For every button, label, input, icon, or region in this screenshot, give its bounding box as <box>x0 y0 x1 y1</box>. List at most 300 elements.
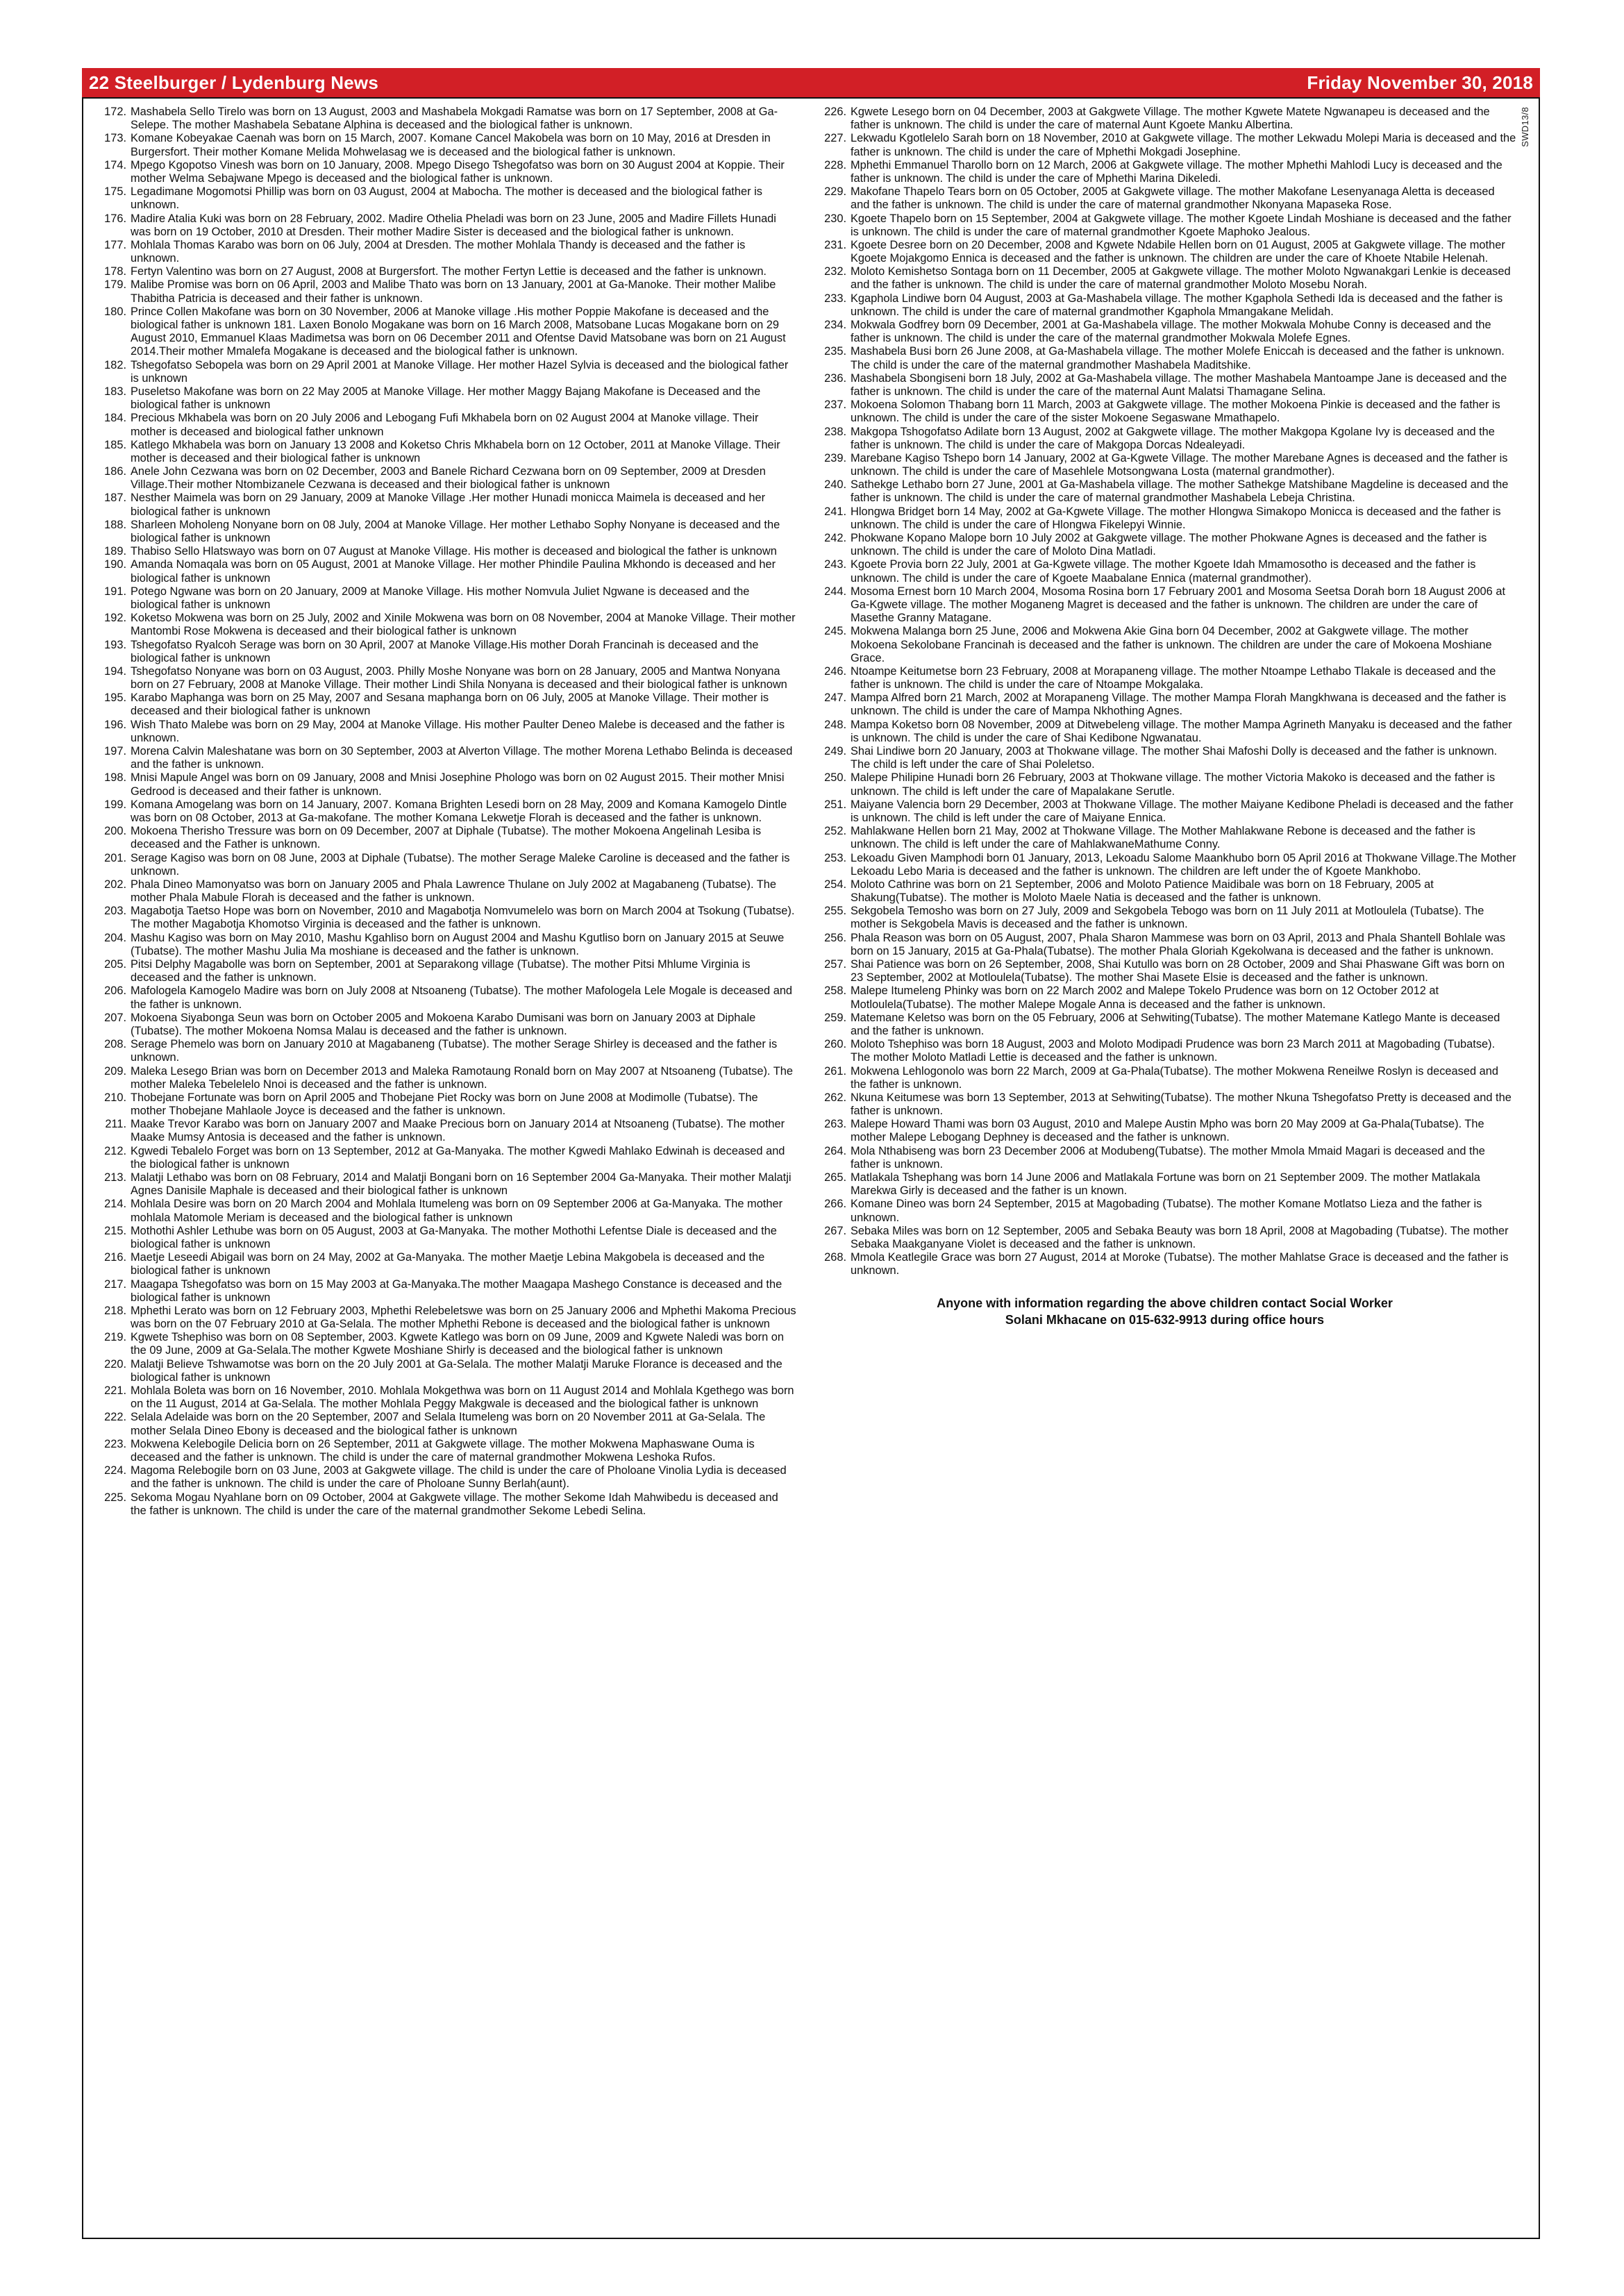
notice-entry <box>93 1065 796 1091</box>
entry-number: 250. <box>824 771 846 785</box>
entry-number: 204. <box>104 931 126 944</box>
entry-number: 172. <box>104 106 126 118</box>
entry-text: Malepe Itumeleng Phinky was born on 22 March 2002 and Malepe Tokelo Prudence was born on 12 October 2012 at Motloulela(Tubatse). The mother Malepe Mogale Anna is deceased and the father is unknown. <box>851 984 1439 1011</box>
contact-note-line-1: Anyone with information regarding the above children contact Social Worker <box>937 1296 1393 1310</box>
entry-text: Karabo Maphanga was born on 25 May, 2007 and Sesana maphanga born on 06 July, 2005 at Manoke Village. Their mother is deceased and their biological father is unknown <box>131 692 769 718</box>
right-column <box>813 106 1516 2230</box>
notice-entry <box>93 132 796 158</box>
entry-number: 211. <box>105 1118 126 1131</box>
notice-entry <box>813 185 1516 212</box>
entry-text: Kgwete Lesego born on 04 December, 2003 at Gakgwete Village. The mother Kgwete Matete Ngwanapeu is deceased and the father is unknown. The child is under the care of maternal Aunt Kgoete Manku Albertina. <box>851 106 1490 132</box>
notice-entry <box>813 771 1516 798</box>
entry-number: 217. <box>104 1277 126 1291</box>
entry-number: 182. <box>104 358 126 371</box>
entry-number: 240. <box>824 478 846 492</box>
entry-text: Anele John Cezwana was born on 02 December, 2003 and Banele Richard Cezwana born on 09 September, 2009 at Dresden Village.Their mother Ntombizanele Cezwana is deceased and their biological father is unknown <box>131 465 766 492</box>
entry-text: Phala Reason was born on 05 August, 2007, Phala Sharon Mammese was born on 03 April, 2013 and Phala Shantell Bohlale was born on 15 January, 2015 at Ga-Phala(Tubatse). The mother Phala Gloriah Kgekolwana is deceased and the father is unknown. <box>851 931 1506 957</box>
notice-entry <box>93 439 796 465</box>
entry-number: 242. <box>824 532 846 544</box>
entry-text: Precious Mkhabela was born on 20 July 2006 and Lebogang Fufi Mkhabela born on 02 August 2004 at Manoke village. Their mother is deceased and biological father unknown <box>131 412 759 438</box>
notice-entry <box>93 905 796 931</box>
entry-text: Mashabela Sello Tirelo was born on 13 August, 2003 and Mashabela Mokgadi Ramatse was born on 17 September, 2008 at Ga-Selepe. The mother Mashabela Sebatane Alphina is deceased and the biological father is unknown. <box>131 106 778 132</box>
entry-text: Mosoma Ernest born 10 March 2004, Mosoma Rosina born 17 February 2001 and Mosoma Seetsa Dorah born 18 August 2006 at Ga-Kgwete village. The mother Moganeng Magret is deceased and the father is unknown. The children are under the care of Masethe Granny Matagane. <box>851 585 1506 625</box>
entry-text: Mpego Kgopotso Vinesh was born on 10 January, 2008. Mpego Disego Tshegofatso was born on 30 August 2004 at Koppie. Their mother Welma Sebajwane Mpego is deceased and the biological father is unknown. <box>131 158 785 185</box>
notice-entry <box>93 519 796 545</box>
entry-number: 245. <box>824 625 846 638</box>
notice-entry <box>813 532 1516 558</box>
entry-number: 224. <box>104 1464 126 1477</box>
entry-text: Koketso Mokwena was born on 25 July, 2002 and Xinile Mokwena was born on 08 November, 2004 at Manoke Village. Their mother Mantombi Rose Mokwena is deceased and their biological father is unknown <box>131 612 796 638</box>
entry-text: Mashu Kagiso was born on May 2010, Mashu Kgahliso born on August 2004 and Mashu Kgutliso born on January 2015 at Seuwe (Tubatse). The mother Mashu Julia Ma moshiane is deceased and the father is unknown. <box>131 931 785 957</box>
entry-number: 261. <box>824 1064 846 1078</box>
entry-number: 212. <box>104 1144 126 1157</box>
entry-number: 199. <box>104 798 126 811</box>
entry-number: 195. <box>104 692 126 705</box>
entry-text: Maake Trevor Karabo was born on January 2007 and Maake Precious born on January 2014 at Ntsoaneng (Tubatse). The mother Maake Mumsy Antosia is deceased and the father is unknown. <box>131 1118 785 1144</box>
entry-number: 206. <box>104 984 126 998</box>
entry-number: 223. <box>104 1437 126 1450</box>
entry-text: Mokoena Siyabonga Seun was born on October 2005 and Mokoena Karabo Dumisani was born on January 2003 at Diphale (Tubatse). The mother Mokoena Nomsa Malau is deceased and the father is unknown. <box>131 1011 756 1037</box>
entry-number: 257. <box>824 958 846 971</box>
notice-entry <box>813 798 1516 825</box>
entry-text: Mashabela Sbongiseni born 18 July, 2002 at Ga-Mashabela village. The mother Mashabela Mantoampe Jane is deceased and the father is unknown. The child is under the care of the maternal Aunt Malatsi Thamagane Selina. <box>851 371 1507 398</box>
notice-entry <box>93 1225 796 1251</box>
notice-entry <box>93 585 796 612</box>
entry-number: 198. <box>104 771 126 785</box>
notice-entry <box>93 958 796 984</box>
entry-number: 192. <box>104 612 126 625</box>
entry-text: Thabiso Sello Hlatswayo was born on 07 August at Manoke Village. His mother is deceased and biological the father is unknown <box>131 545 777 558</box>
notice-entry <box>813 1198 1516 1224</box>
entry-number: 203. <box>104 905 126 918</box>
entry-number: 258. <box>824 984 846 998</box>
notice-entry <box>93 1145 796 1171</box>
page-number-title: 22 Steelburger / Lydenburg News <box>89 72 379 93</box>
entry-number: 246. <box>824 664 846 678</box>
entry-text: Sathekge Lethabo born 27 June, 2001 at Ga-Mashabela village. The mother Sathekge Matshibane Magdeline is deceased and the father is unknown. The child is under the care of maternal grandmother Mashabela Lebeja Christina. <box>851 478 1509 505</box>
entry-number: 191. <box>104 585 126 598</box>
entry-text: Prince Collen Makofane was born on 30 November, 2006 at Manoke village .His mother Poppie Makofane is deceased and the biological father is unknown 181. Laxen Bonolo Mogakane was born on 16 March 2008, Matsobane Lucas Mogakane born on 29 August 2010, Emmanuel Klaas Madimetsa was born on 06 December 2011 and Ofentse David Matsobane was born on 21 August 2014.Their mother Mmalefa Mogakane is deceased and the biological father is unknown. <box>131 305 786 358</box>
entry-number: 184. <box>104 412 126 425</box>
entry-text: Makgopa Tshogofatso Adilate born 13 August, 2002 at Gakgwete village. The mother Makgopa Kgolane Ivy is deceased and the father is unknown. The child is under the care of Makgopa Dorcas Ndealeyadi. <box>851 425 1495 451</box>
entry-text: Shai Patience was born on 26 September, 2008, Shai Kutullo was born on 28 October, 2009 and Shai Phaswane Gift was born on 23 September, 2002 at Motloulela(Tubatse). The mother Shai Masete Elsie is deceased and the father is unknown. <box>851 958 1505 984</box>
notice-entry <box>93 212 796 239</box>
entry-number: 193. <box>104 638 126 651</box>
notice-entry <box>813 372 1516 399</box>
entry-text: Selala Adelaide was born on the 20 September, 2007 and Selala Itumeleng was born on 20 November 2011 at Ga-Selala. The mother Selala Dineo Ebony is deceased and the biological father is unknown <box>131 1411 766 1437</box>
notice-entry <box>93 545 796 558</box>
notice-entry <box>813 745 1516 771</box>
entry-text: Mohlala Thomas Karabo was born on 06 July, 2004 at Dresden. The mother Mohlala Thandy is deceased and the father is unknown. <box>131 238 746 265</box>
notice-entry <box>813 958 1516 984</box>
notice-entry <box>93 1278 796 1305</box>
entry-text: Puseletso Makofane was born on 22 May 2005 at Manoke Village. Her mother Maggy Bajang Makofane is Deceased and the biological father is unknown <box>131 385 761 412</box>
entry-number: 202. <box>104 878 126 891</box>
notice-entry <box>93 878 796 905</box>
entry-number: 251. <box>824 798 846 811</box>
notice-entry <box>813 1225 1516 1251</box>
notice-entry <box>813 1171 1516 1198</box>
entry-text: Mokwena Kelebogile Delicia born on 26 September, 2011 at Gakgwete village. The mother Mokwena Maphaswane Ouma is deceased and the father is unknown. The child is under the care of maternal grandmother Mokwena Leshoka Rufos. <box>131 1437 755 1464</box>
notice-entry <box>93 1358 796 1384</box>
entry-number: 175. <box>104 185 126 199</box>
notice-entry <box>813 478 1516 505</box>
left-column <box>93 106 796 2230</box>
notice-entry <box>813 1038 1516 1064</box>
entry-text: Amanda Nomaqala was born on 05 August, 2001 at Manoke Village. Her mother Phindile Paulina Mkhondo is deceased and her biological father is unknown <box>131 558 776 585</box>
notice-entry <box>93 825 796 851</box>
entry-number: 201. <box>104 851 126 864</box>
right-column-entries <box>813 106 1516 1278</box>
entry-number: 244. <box>824 585 846 598</box>
entry-number: 178. <box>104 265 126 278</box>
notice-entry <box>813 625 1516 665</box>
entry-number: 189. <box>104 545 126 558</box>
entry-text: Malepe Howard Thami was born 03 August, 2010 and Malepe Austin Mpho was born 20 May 2009 at Ga-Phala(Tubatse). The mother Malepe Lebogang Dephney is deceased and the father is unknown. <box>851 1118 1484 1144</box>
entry-text: Maleka Lesego Brian was born on December 2013 and Maleka Ramotaung Ronald born on May 2007 at Ntsoaneng (Tubatse). The mother Maleka Tebelelelo Nnoi is deceased and the father is unknown. <box>131 1064 793 1091</box>
entry-number: 218. <box>104 1304 126 1317</box>
entry-text: Lekwadu Kgotlelelo Sarah born on 18 November, 2010 at Gakgwete village. The mother Lekwadu Molepi Maria is deceased and the father is unknown. The child is under the care of Mphethi Mokgadi Josephine. <box>851 132 1516 158</box>
entry-text: Serage Kagiso was born on 08 June, 2003 at Diphale (Tubatse). The mother Serage Maleke Caroline is deceased and the father is unknown. <box>131 851 790 878</box>
notice-entry <box>813 292 1516 319</box>
entry-text: Komane Dineo was born 24 September, 2015 at Magobading (Tubatse). The mother Komane Motlatso Lieza and the father is unknown. <box>851 1198 1482 1224</box>
entry-number: 179. <box>104 278 126 292</box>
entry-text: Matlakala Tshephang was born 14 June 2006 and Matlakala Fortune was born on 21 September 2009. The mother Matlakala Marekwa Girly is deceased and the father is un known. <box>851 1171 1480 1198</box>
notice-entry <box>93 1038 796 1064</box>
notice-entry <box>93 1198 796 1224</box>
notice-entry <box>93 1118 796 1144</box>
entry-text: Magoma Relebogile born on 03 June, 2003 at Gakgwete village. The child is under the care of Pholoane Vinolia Lydia is deceased and the father is unknown. The child is under the care of Pholoane Sunny Berlah(aunt). <box>131 1464 787 1491</box>
entry-text: Mampa Koketso born 08 November, 2009 at Ditwebeleng village. The mother Mampa Agrineth Manyaku is deceased and the father is unknown. The child is under the care of Shai Kedibone Ngwanatau. <box>851 718 1512 744</box>
notice-entry <box>93 185 796 212</box>
entry-number: 235. <box>824 345 846 358</box>
entry-text: Kgoete Provia born 22 July, 2001 at Ga-Kgwete village. The mother Kgoete Idah Mmamosotho is deceased and the father is unknown. The child is under the care of Kgoete Maabalane Ennica (maternal grandmother). <box>851 558 1476 585</box>
entry-text: Mashabela Busi born 26 June 2008, at Ga-Mashabela village. The mother Molefe Eniccah is deceased and the father is unknown. The child is under the care of the maternal grandmother Mashabela Maditshike. <box>851 345 1505 371</box>
entry-text: Kgaphola Lindiwe born 04 August, 2003 at Ga-Mashabela village. The mother Kgaphola Sethedi Ida is deceased and the father is unknown. The child is under the care of maternal grandmother Kgaphola Mmangakane Melidah. <box>851 292 1503 318</box>
entry-text: Moloto Kemishetso Sontaga born on 11 December, 2005 at Gakgwete village. The mother Moloto Ngwanakgari Lenkie is deceased and the father is unknown. The child is under the care of maternal grandmother Moloto Mosebu Norah. <box>851 265 1511 292</box>
entry-text: Nkuna Keitumese was born 13 September, 2013 at Sehwiting(Tubatse). The mother Nkuna Tshegofatso Pretty is deceased and the father is unknown. <box>851 1091 1512 1118</box>
notice-entry <box>93 558 796 585</box>
entry-number: 207. <box>104 1011 126 1024</box>
entry-number: 214. <box>104 1198 126 1211</box>
entry-text: Kgwete Tshephiso was born on 08 September, 2003. Kgwete Katlego was born on 09 June, 2009 and Kgwete Naledi was born on the 09 June, 2009 at Ga-Selala.The mother Kgwete Moshiane Shirly is deceased and the biological father is unknown <box>131 1331 784 1357</box>
entry-number: 241. <box>824 505 846 518</box>
entry-text: Moloto Cathrine was born on 21 September, 2006 and Moloto Patience Maidibale was born on 18 February, 2005 at Shakung(Tubatse). The mother is Moloto Maele Natia is deceased and the father is unknown. <box>851 878 1434 905</box>
entry-number: 173. <box>104 132 126 145</box>
notice-entry <box>93 745 796 771</box>
notice-entry <box>813 132 1516 158</box>
entry-number: 222. <box>104 1411 126 1424</box>
notice-entry <box>93 665 796 692</box>
notice-entry <box>93 1491 796 1518</box>
entry-number: 259. <box>824 1011 846 1024</box>
entry-text: Maiyane Valencia born 29 December, 2003 at Thokwane Village. The mother Maiyane Kedibone Pheladi is deceased and the father is unknown. The child is left under the care of Maiyane Ennica. <box>851 798 1514 824</box>
entry-text: Wish Thato Malebe was born on 29 May, 2004 at Manoke Village. His mother Paulter Deneo Malebe is deceased and the father is unknown. <box>131 718 785 744</box>
entry-text: Mokwena Malanga born 25 June, 2006 and Mokwena Akie Gina born 04 December, 2002 at Gakgwete village. The mother Mokoena Sekolobane Francinah is deceased and the father is unknown. The children are under the care of Mokoena Moshiane Grace. <box>851 625 1492 664</box>
entry-number: 208. <box>104 1038 126 1051</box>
page-header <box>82 68 1540 97</box>
entry-number: 268. <box>824 1251 846 1264</box>
entry-text: Kgwedi Tebalelo Forget was born on 13 September, 2012 at Ga-Manyaka. The mother Kgwedi Mahlako Edwinah is deceased and the biological father is unknown <box>131 1144 785 1171</box>
entry-number: 205. <box>104 958 126 971</box>
notice-entry <box>93 692 796 718</box>
notice-entry <box>813 345 1516 371</box>
entry-text: Fertyn Valentino was born on 27 August, 2008 at Burgersfort. The mother Fertyn Lettie is deceased and the father is unknown. <box>131 265 767 278</box>
entry-text: Phokwane Kopano Malope born 10 July 2002 at Gakgwete village. The mother Phokwane Agnes is deceased and the father is unknown. The child is under the care of Moloto Dina Matladi. <box>851 532 1487 558</box>
entry-text: Malepe Philipine Hunadi born 26 February, 2003 at Thokwane village. The mother Victoria Makoko is deceased and the father is unknown. The child is left under the care of Mapalakane Serutle. <box>851 771 1496 798</box>
notice-entry <box>93 239 796 265</box>
entry-text: Mampa Alfred born 21 March, 2002 at Morapaneng Village. The mother Mampa Florah Mangkhwana is deceased and the father is unknown. The child is under the care of Mampa Nkhothing Agnes. <box>851 692 1507 718</box>
entry-number: 194. <box>104 664 126 678</box>
notice-entry <box>93 1438 796 1464</box>
notice-entry <box>813 212 1516 239</box>
entry-text: Mola Nthabiseng was born 23 December 2006 at Modubeng(Tubatse). The mother Mmola Mmaid Magari is deceased and the father is unknown. <box>851 1144 1485 1171</box>
entry-text: Phala Dineo Mamonyatso was born on January 2005 and Phala Lawrence Thulane on July 2002 at Magabaneng (Tubatse). The mother Phala Mabule Florah is deceased and the father is unknown. <box>131 878 777 905</box>
entry-number: 180. <box>104 305 126 318</box>
entry-text: Lekoadu Given Mamphodi born 01 January, 2013, Lekoadu Salome Maankhubo born 05 April 2016 at Thokwane Village.The Mother Lekoadu Lebo Maria is deceased and the father is unknown. The children are left under the of Kgoete Mankhobo. <box>851 851 1516 878</box>
entry-number: 196. <box>104 718 126 731</box>
entry-text: Matemane Keletso was born on the 05 February, 2006 at Sehwiting(Tubatse). The mother Matemane Katlego Mante is deceased and the father is unknown. <box>851 1011 1500 1037</box>
entry-number: 220. <box>104 1357 126 1371</box>
entry-text: Kgoete Thapelo born on 15 September, 2004 at Gakgwete village. The mother Kgoete Lindah Moshiane is deceased and the father is unknown. The child is under the care of maternal grandmother Kgoete Maphoko Jealous. <box>851 212 1512 238</box>
notice-entry <box>813 852 1516 878</box>
entry-text: Mphethi Lerato was born on 12 February 2003, Mphethi Relebeletswe was born on 25 January 2006 and Mphethi Makoma Precious was born on the 07 February 2010 at Ga-Selala. The mother Mphethi Rebone is deceased and the biological father is unknown <box>131 1304 796 1331</box>
entry-text: Mmola Keatlegile Grace was born 27 August, 2014 at Moroke (Tubatse). The mother Mahlatse Grace is deceased and the father is unknown. <box>851 1251 1509 1277</box>
entry-number: 263. <box>824 1118 846 1131</box>
notice-entry <box>813 585 1516 626</box>
notice-entry <box>93 932 796 958</box>
entry-text: Mahlakwane Hellen born 21 May, 2002 at Thokwane Village. The Mother Mahlakwane Rebone is deceased and the father is unknown. The child is left under the care of MahlakwaneMathume Conny. <box>851 825 1475 851</box>
entry-number: 226. <box>824 106 846 118</box>
entry-number: 236. <box>824 371 846 385</box>
entry-text: Mafologela Kamogelo Madire was born on July 2008 at Ntsoaneng (Tubatse). The mother Mafologela Lele Mogale is deceased and the father is unknown. <box>131 984 793 1011</box>
entry-number: 174. <box>104 158 126 171</box>
notice-entry <box>93 1331 796 1357</box>
entry-text: Mokoena Therisho Tressure was born on 09 December, 2007 at Diphale (Tubatse). The mother Mokoena Angelinah Lesiba is deceased and the Father is unknown. <box>131 825 762 851</box>
entry-number: 248. <box>824 718 846 731</box>
notice-entry <box>813 452 1516 478</box>
notice-entry <box>813 1065 1516 1091</box>
notice-entry <box>813 1145 1516 1171</box>
notice-entry <box>813 1251 1516 1277</box>
entry-number: 228. <box>824 158 846 171</box>
entry-text: Mokwena Lehlogonolo was born 22 March, 2009 at Ga-Phala(Tubatse). The mother Mokwena Reneilwe Roslyn is deceased and the father is unknown. <box>851 1064 1498 1091</box>
entry-text: Makofane Thapelo Tears born on 05 October, 2005 at Gakgwete village. The mother Makofane Lesenyanaga Aletta is deceased and the father is unknown. The child is under the care of maternal grandmother Nkonyana Mapaseka Rose. <box>851 185 1495 212</box>
notice-entry <box>93 1305 796 1331</box>
entry-text: Tshegofatso Nonyane was born on 03 August, 2003. Philly Moshe Nonyane was born on 28 January, 2005 and Mantwa Nonyana born on 27 February, 2008 at Manoke Village. Their mother Lindi Shila Nonyana is deceased and their biological father is unknown <box>131 664 787 692</box>
notice-entry <box>93 852 796 878</box>
entry-text: Ntoampe Keitumetse born 23 February, 2008 at Morapaneng village. The mother Ntoampe Lethabo Tlakale is deceased and the father is unknown. The child is under the care of Ntoampe Mokgalaka. <box>851 664 1496 692</box>
notice-entry <box>813 719 1516 745</box>
notice-entry <box>813 319 1516 345</box>
notice-entry <box>93 1171 796 1198</box>
notice-entry <box>813 692 1516 718</box>
notice-entry <box>813 1091 1516 1118</box>
entry-text: Malibe Promise was born on 06 April, 2003 and Malibe Thato was born on 13 January, 2001 at Ga-Manoke. Their mother Malibe Thabitha Patricia is deceased and their father is unknown. <box>131 278 776 305</box>
entry-number: 227. <box>824 132 846 145</box>
entry-text: Tshegofatso Sebopela was born on 29 April 2001 at Manoke Village. Her mother Hazel Sylvia is deceased and the biological father is unknown <box>131 358 789 385</box>
notice-entry <box>93 719 796 745</box>
entry-text: Maetje Leseedi Abigail was born on 24 May, 2002 at Ga-Manyaka. The mother Maetje Lebina Makgobela is deceased and the biological father is unknown <box>131 1251 765 1277</box>
entry-number: 210. <box>104 1091 126 1104</box>
entry-number: 247. <box>824 692 846 705</box>
entry-number: 264. <box>824 1144 846 1157</box>
notice-entry <box>93 159 796 185</box>
entry-number: 188. <box>104 518 126 531</box>
entry-number: 225. <box>104 1491 126 1504</box>
notice-entry <box>93 639 796 665</box>
entry-text: Potego Ngwane was born on 20 January, 2009 at Manoke Village. His mother Nomvula Juliet Ngwane is deceased and the biological father is unknown <box>131 585 750 611</box>
entry-number: 267. <box>824 1224 846 1237</box>
entry-text: Magabotja Taetso Hope was born on November, 2010 and Magabotja Nomvumelelo was born on March 2004 at Tsokung (Tubatse). The mother Magabotja Khomotso Virginia is deceased and the father is unknown. <box>131 905 795 931</box>
notice-columns <box>93 106 1516 2230</box>
entry-number: 237. <box>824 399 846 412</box>
entry-number: 190. <box>104 558 126 571</box>
notice-entry <box>813 1012 1516 1038</box>
entry-text: Mnisi Mapule Angel was born on 09 January, 2008 and Mnisi Josephine Phologo was born on 02 August 2015. Their mother Mnisi Gedrood is deceased and their father is unknown. <box>131 771 785 798</box>
entry-number: 221. <box>104 1384 126 1397</box>
entry-text: Morena Calvin Maleshatane was born on 30 September, 2003 at Alverton Village. The mother Morena Lethabo Belinda is deceased and the father is unknown. <box>131 745 793 771</box>
notice-entry <box>813 426 1516 452</box>
notice-entry <box>93 798 796 825</box>
entry-number: 216. <box>104 1251 126 1264</box>
side-reference-code: SWD13/8 <box>1520 107 1530 147</box>
entry-number: 234. <box>824 319 846 331</box>
entry-number: 176. <box>104 212 126 225</box>
entry-text: Mohlala Desire was born on 20 March 2004 and Mohlala Itumeleng was born on 09 September 2006 at Ga-Manyaka. The mother mohlala Matomole Meriam is deceased and the biological father is unknown <box>131 1198 783 1224</box>
notice-entry <box>813 825 1516 851</box>
entry-text: Malatji Believe Tshwamotse was born on the 20 July 2001 at Ga-Selala. The mother Malatji Maruke Florance is deceased and the biological father is unknown <box>131 1357 782 1384</box>
entry-text: Serage Phemelo was born on January 2010 at Magabaneng (Tubatse). The mother Serage Shirley is deceased and the father is unknown. <box>131 1038 778 1064</box>
entry-number: 232. <box>824 265 846 278</box>
entry-text: Mphethi Emmanuel Tharollo born on 12 March, 2006 at Gakgwete village. The mother Mphethi Mahlodi Lucy is deceased and the father is unknown. The child is under the care of Mphethi Marina Dikeledi. <box>851 158 1502 185</box>
entry-number: 254. <box>824 878 846 891</box>
notice-entry <box>813 932 1516 958</box>
notice-entry <box>813 905 1516 931</box>
notice-entry <box>813 239 1516 265</box>
notice-entry <box>93 265 796 278</box>
entry-number: 243. <box>824 558 846 571</box>
entry-number: 185. <box>104 438 126 451</box>
entry-text: Marebane Kagiso Tshepo born 14 January, 2002 at Ga-Kgwete Village. The mother Marebane Agnes is deceased and the father is unknown. The child is under the care of Masehlele Motsongwana Losta (maternal grandmother). <box>851 451 1508 478</box>
notice-entry <box>93 305 796 359</box>
entry-text: Legadimane Mogomotsi Phillip was born on 03 August, 2004 at Mabocha. The mother is deceased and the biological father is unknown. <box>131 185 762 212</box>
entry-text: Sebaka Miles was born on 12 September, 2005 and Sebaka Beauty was born 18 April, 2008 at Magobading (Tubatse). The mother Sebaka Maakganyane Violet is deceased and the father is unknown. <box>851 1224 1509 1250</box>
entry-text: Thobejane Fortunate was born on April 2005 and Thobejane Piet Rocky was born on June 2008 at Modimolle (Tubatse). The mother Thobejane Mahlaole Joyce is deceased and the father is unknown. <box>131 1091 758 1118</box>
notice-entry <box>93 612 796 638</box>
entry-number: 253. <box>824 851 846 864</box>
entry-number: 186. <box>104 465 126 478</box>
entry-number: 255. <box>824 905 846 918</box>
entry-text: Mothothi Ashler Lethube was born on 05 August, 2003 at Ga-Manyaka. The mother Mothothi Lefentse Diale is deceased and the biological father is unknown <box>131 1224 777 1250</box>
entry-number: 233. <box>824 292 846 305</box>
notice-entry <box>813 106 1516 132</box>
entry-text: Komane Kobeyakae Caenah was born on 15 March, 2007. Komane Cancel Makobela was born on 10 May, 2016 at Dresden in Burgersfort. Their mother Komane Melida Mohwelasag we is deceased and the biological father is unknown. <box>131 132 771 158</box>
notice-entry <box>93 771 796 798</box>
entry-text: Sekoma Mogau Nyahlane born on 09 October, 2004 at Gakgwete village. The mother Sekome Idah Mahwibedu is deceased and the father is unknown. The child is under the care of the maternal grandmother Sekome Lebedi Selina. <box>131 1491 778 1517</box>
entry-text: Maagapa Tshegofatso was born on 15 May 2003 at Ga-Manyaka.The mother Maagapa Mashego Constance is deceased and the biological father is unknown <box>131 1277 782 1304</box>
entry-number: 177. <box>104 238 126 251</box>
notice-entry <box>93 1091 796 1118</box>
entry-number: 238. <box>824 425 846 438</box>
entry-text: Sharleen Moholeng Nonyane born on 08 July, 2004 at Manoke Village. Her mother Lethabo Sophy Nonyane is deceased and the biological father is unknown <box>131 518 780 544</box>
entry-text: Moloto Tshephiso was born 18 August, 2003 and Moloto Modipadi Prudence was born 23 March 2011 at Magobading (Tubatse). The mother Moloto Matladi Lettie is deceased and the father is unknown. <box>851 1038 1496 1064</box>
notice-entry <box>93 359 796 385</box>
notice-entry <box>813 558 1516 585</box>
entry-number: 231. <box>824 238 846 251</box>
notice-entry <box>813 265 1516 292</box>
entry-text: Kgoete Desree born on 20 December, 2008 and Kgwete Ndabile Hellen born on 01 August, 2005 at Gakgwete village. The mother Kgoete Mojakgomo Ennica is deceased and the father is unknown. The children are under the care of Khoete Ntabile Helenah. <box>851 238 1505 265</box>
entry-number: 262. <box>824 1091 846 1104</box>
entry-number: 252. <box>824 825 846 838</box>
notice-entry <box>813 159 1516 185</box>
entry-number: 265. <box>824 1171 846 1184</box>
entry-number: 209. <box>104 1064 126 1078</box>
entry-number: 219. <box>104 1331 126 1344</box>
entry-text: Nesther Maimela was born on 29 January, 2009 at Manoke Village .Her mother Hunadi monicca Maimela is deceased and her biological father is unknown <box>131 492 766 518</box>
entry-text: Mohlala Boleta was born on 16 November, 2010. Mohlala Mokgethwa was born on 11 August 2014 and Mohlala Kgethego was born on the 11 August, 2014 at Ga-Selala. The mother Mohlala Peggy Makgwale is deceased and the biological father is unknown <box>131 1384 794 1411</box>
notice-entry <box>93 1411 796 1437</box>
notice-entry <box>93 492 796 518</box>
entry-text: Shai Lindiwe born 20 January, 2003 at Thokwane village. The mother Shai Mafoshi Dolly is deceased and the father is unknown. The child is left under the care of Shai Poleletso. <box>851 745 1498 771</box>
entry-number: 260. <box>824 1038 846 1051</box>
notice-entry <box>813 984 1516 1011</box>
entry-text: Komana Amogelang was born on 14 January, 2007. Komana Brighten Lesedi born on 28 May, 2009 and Komana Kamogelo Dintle was born on 08 October, 2013 at Ga-makofane. The mother Komana Lekwetje Florah is deceased and the father is unknown. <box>131 798 787 824</box>
notice-entry <box>93 106 796 132</box>
entry-number: 197. <box>104 745 126 757</box>
notice-entry <box>813 505 1516 532</box>
entry-text: Malatji Lethabo was born on 08 February, 2014 and Malatji Bongani born on 16 September 2004 Ga-Manyaka. Their mother Malatji Agnes Danisile Maphale is deceased and their biological father is unknown <box>131 1171 792 1198</box>
entry-number: 249. <box>824 745 846 757</box>
notice-entry <box>813 399 1516 425</box>
entry-number: 187. <box>104 492 126 505</box>
content-frame <box>82 97 1540 2239</box>
issue-date: Friday November 30, 2018 <box>1307 72 1533 93</box>
entry-number: 239. <box>824 451 846 464</box>
entry-text: Mokoena Solomon Thabang born 11 March, 2003 at Gakgwete village. The mother Mokoena Pinkie is deceased and the father is unknown. The child is under the care of the sister Mokoene Segaswane Mmathapelo. <box>851 399 1500 425</box>
entry-number: 200. <box>104 825 126 838</box>
entry-number: 213. <box>104 1171 126 1184</box>
notice-entry <box>93 412 796 438</box>
entry-text: Madire Atalia Kuki was born on 28 February, 2002. Madire Othelia Pheladi was born on 23 June, 2005 and Madire Fillets Hunadi was born on 19 October, 2010 at Dresden. Their mother Madire Sister is deceased and the biological father is unknown. <box>131 212 776 238</box>
entry-text: Pitsi Delphy Magabolle was born on September, 2001 at Separakong village (Tubatse). The mother Pitsi Mhlume Virginia is deceased and the father is unknown. <box>131 958 751 984</box>
notice-entry <box>93 1384 796 1411</box>
notice-entry <box>93 984 796 1011</box>
entry-number: 183. <box>104 385 126 398</box>
entry-text: Mokwala Godfrey born 09 December, 2001 at Ga-Mashabela village. The mother Mokwala Mohube Conny is deceased and the father is unknown. The child is under the care of the maternal grandmother Mokwala Molefe Egnes. <box>851 319 1491 345</box>
notice-entry <box>813 878 1516 905</box>
notice-entry <box>93 278 796 305</box>
notice-entry <box>93 1464 796 1491</box>
notice-entry <box>93 1251 796 1277</box>
entry-text: Tshegofatso Ryalcoh Serage was born on 30 April, 2007 at Manoke Village.His mother Dorah Francinah is deceased and the biological father is unknown <box>131 638 759 664</box>
contact-note <box>813 1295 1516 1329</box>
contact-note-line-2: Solani Mkhacane on 015-632-9913 during office hours <box>1005 1312 1325 1327</box>
entry-number: 229. <box>824 185 846 199</box>
notice-entry <box>813 1118 1516 1144</box>
entry-number: 266. <box>824 1198 846 1211</box>
entry-text: Hlongwa Bridget born 14 May, 2002 at Ga-Kgwete Village. The mother Hlongwa Simakopo Monicca is deceased and the father is unknown. The child is under the care of Hlongwa Fikelepyi Winnie. <box>851 505 1501 531</box>
notice-entry <box>93 465 796 492</box>
entry-number: 230. <box>824 212 846 225</box>
entry-number: 215. <box>104 1224 126 1237</box>
notice-entry <box>93 1012 796 1038</box>
entry-text: Sekgobela Temosho was born on 27 July, 2009 and Sekgobela Tebogo was born on 11 July 2011 at Motloulela (Tubatse). The mother is Sekgobela Mavis is deceased and the father is unknown. <box>851 905 1484 931</box>
entry-number: 256. <box>824 931 846 944</box>
entry-text: Katlego Mkhabela was born on January 13 2008 and Koketso Chris Mkhabela born on 12 October, 2011 at Manoke Village. Their mother is deceased and their biological father is unknown <box>131 438 780 464</box>
notice-entry <box>813 665 1516 692</box>
notice-entry <box>93 385 796 412</box>
